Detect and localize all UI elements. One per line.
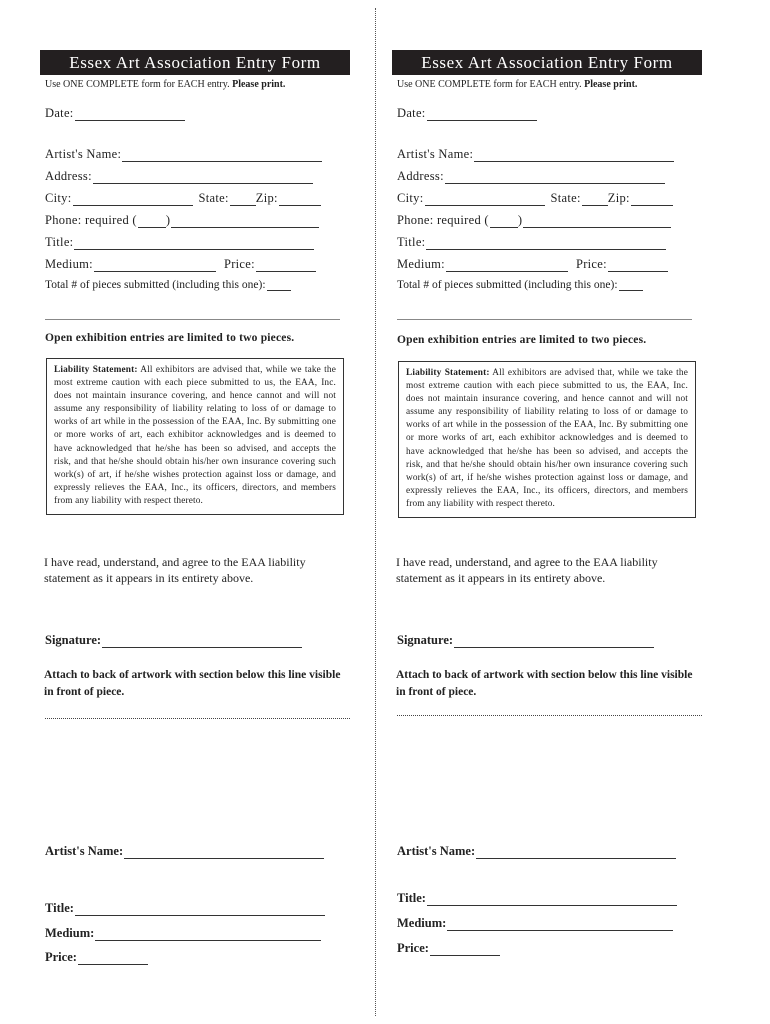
instruction-bold: Please print. (584, 79, 638, 90)
liability-text: All exhibitors are advised that, while we take the most extreme caution with each piece submitted to us, the EAA, Inc. does not maintain insurance covering, and hence cannot and will not assume any responsibility of liability relating to loss of or damage to works of art while in the possession of the EAA, Inc. By submitting one or more works of art, each exhibitor acknowledges and is deemed to have acknowledged that he/she has been so advised, and accepts the risk, and that he/she should obtain his/her own insurance covering such work(s) of art, if he/she wishes protection against loss or damage, and expressly relieves the EAA, Inc., its officers, directors, and members from any liability with respect thereto. (54, 365, 336, 506)
liability-statement-box (398, 361, 696, 518)
signature-field[interactable] (397, 633, 654, 648)
form-instruction (45, 79, 285, 90)
city-label: City: (45, 191, 72, 205)
title-label: Title: (45, 235, 74, 249)
date-field[interactable] (397, 106, 537, 121)
tag-medium-label: Medium: (397, 916, 447, 930)
address-field[interactable] (397, 169, 665, 184)
total-label: Total # of pieces submitted (including this one): (45, 279, 266, 291)
tag-title-field[interactable] (397, 891, 677, 906)
agreement-text: I have read, understand, and agree to the EAA liability statement as it appears in its entirety above. (396, 555, 658, 585)
liability-statement-box (46, 358, 344, 515)
tag-medium-field[interactable] (397, 916, 673, 931)
tag-artist-label: Artist's Name: (397, 844, 476, 858)
entry-form-left (40, 0, 350, 1024)
city-label: City: (397, 191, 424, 205)
liability-heading: Liability Statement: (406, 368, 490, 378)
address-label: Address: (45, 169, 92, 183)
zip-label: Zip: (255, 191, 278, 205)
artist-name-label: Artist's Name: (397, 147, 474, 161)
section-divider (397, 319, 692, 320)
liability-heading: Liability Statement: (54, 365, 138, 375)
instruction-text: Use ONE COMPLETE form for EACH entry. (45, 79, 230, 90)
open-exhibition-note: Open exhibition entries are limited to two pieces. (45, 332, 295, 344)
liability-text: All exhibitors are advised that, while we take the most extreme caution with each piece submitted to us, the EAA, Inc. does not maintain insurance covering, and hence cannot and will not assume any responsibility of liability relating to loss of or damage to works of art while in the possession of the EAA, Inc. By submitting one or more works of art, each exhibitor acknowledges and is deemed to have acknowledged that he/she has been so advised, and accepts the risk, and that he/she should obtain his/her own insurance covering such work(s) of art, if he/she wishes protection against loss or damage, and expressly relieves the EAA, Inc., its officers, directors, and members from any liability with respect thereto. (406, 368, 688, 509)
attach-instruction: Attach to back of artwork with section below this line visible in front of piece. (44, 669, 341, 698)
phone-field[interactable] (45, 213, 319, 228)
medium-price-field[interactable] (397, 257, 668, 272)
phone-close: ) (165, 213, 171, 227)
city-state-zip-field[interactable] (45, 191, 321, 206)
entry-form-right (392, 0, 702, 1024)
tag-medium-field[interactable] (45, 926, 321, 941)
tag-price-label: Price: (397, 941, 429, 955)
address-label: Address: (397, 169, 444, 183)
tag-medium-label: Medium: (45, 926, 95, 940)
medium-label: Medium: (397, 257, 445, 271)
phone-field[interactable] (397, 213, 671, 228)
form-instruction (397, 79, 637, 90)
tag-title-label: Title: (397, 891, 426, 905)
artist-name-field[interactable] (45, 147, 322, 162)
signature-label: Signature: (397, 633, 454, 647)
title-field[interactable] (397, 235, 666, 250)
price-label: Price: (223, 257, 255, 271)
tag-artist-label: Artist's Name: (45, 844, 124, 858)
attach-instruction: Attach to back of artwork with section below this line visible in front of piece. (396, 669, 693, 698)
tag-artist-name-field[interactable] (45, 844, 324, 859)
artist-name-field[interactable] (397, 147, 674, 162)
cut-line-dotted (397, 715, 702, 716)
cut-line-vertical (375, 8, 376, 1016)
signature-field[interactable] (45, 633, 302, 648)
agreement-text: I have read, understand, and agree to the EAA liability statement as it appears in its entirety above. (44, 555, 306, 585)
total-pieces-field[interactable] (45, 279, 291, 291)
title-field[interactable] (45, 235, 314, 250)
medium-price-field[interactable] (45, 257, 316, 272)
signature-label: Signature: (45, 633, 102, 647)
price-label: Price: (575, 257, 607, 271)
address-field[interactable] (45, 169, 313, 184)
city-state-zip-field[interactable] (397, 191, 673, 206)
artist-name-label: Artist's Name: (45, 147, 122, 161)
date-label: Date: (397, 106, 426, 120)
instruction-text: Use ONE COMPLETE form for EACH entry. (397, 79, 582, 90)
tag-title-field[interactable] (45, 901, 325, 916)
tag-price-label: Price: (45, 950, 77, 964)
tag-price-field[interactable] (397, 941, 500, 956)
total-pieces-field[interactable] (397, 279, 643, 291)
instruction-bold: Please print. (232, 79, 286, 90)
state-label: State: (198, 191, 229, 205)
phone-close: ) (517, 213, 523, 227)
date-label: Date: (45, 106, 74, 120)
section-divider (45, 319, 340, 320)
cut-line-dotted (45, 718, 350, 719)
tag-price-field[interactable] (45, 950, 148, 965)
tag-artist-name-field[interactable] (397, 844, 676, 859)
form-title: Essex Art Association Entry Form (392, 50, 702, 75)
state-label: State: (550, 191, 581, 205)
zip-label: Zip: (607, 191, 630, 205)
tag-title-label: Title: (45, 901, 74, 915)
date-field[interactable] (45, 106, 185, 121)
phone-label: Phone: required ( (397, 213, 489, 227)
form-title: Essex Art Association Entry Form (40, 50, 350, 75)
open-exhibition-note: Open exhibition entries are limited to two pieces. (397, 334, 647, 346)
total-label: Total # of pieces submitted (including this one): (397, 279, 618, 291)
title-label: Title: (397, 235, 426, 249)
phone-label: Phone: required ( (45, 213, 137, 227)
medium-label: Medium: (45, 257, 93, 271)
